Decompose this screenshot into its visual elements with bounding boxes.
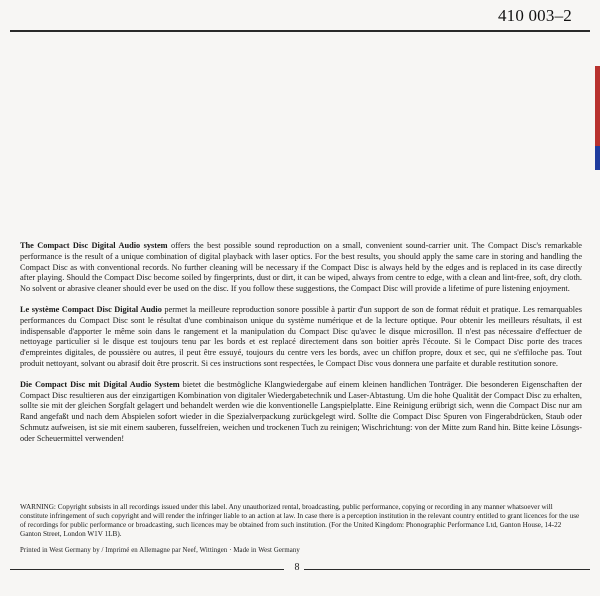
- footer-rule-left: [10, 569, 284, 570]
- footer-rule-right: [304, 569, 590, 570]
- paragraph-english-title: The Compact Disc Digital Audio system: [20, 241, 168, 250]
- paragraph-english: [20, 241, 582, 295]
- paragraph-french: [20, 305, 582, 370]
- printed-in-note: Printed in West Germany by / Imprimé en Allemagne par Neef, Wittingen · Made in West Germany: [20, 547, 300, 554]
- paragraph-french-title: Le système Compact Disc Digital Audio: [20, 304, 162, 314]
- header-rule: [10, 30, 590, 32]
- paragraph-english-text: offers the best possible sound reproduction on a small, convenient sound-carrier unit. The Compact Disc's remarkable performance is the result of a unique combination of digital playback with laser optics. For the best results, you should apply the same care in storing and handling the Compact Disc as with conventional records. No further cleaning will be necessary if the Compact Disc is always held by the edges and is replaced in its case directly after playing. Should the Compact Disc become soiled by fingerprints, dust or dirt, it can be wiped, always from centre to edge, with a clean and lint-free, soft, dry cloth. No solvent or abrasive cleaner should ever be used on the disc. If you follow these suggestions, the Compact Disc will provide a lifetime of pure listening enjoyment.: [20, 241, 582, 294]
- edge-color-strip-blue: [595, 146, 600, 170]
- paragraph-german: [20, 380, 582, 445]
- paragraph-german-text: bietet die bestmögliche Klangwiedergabe auf einem kleinen handlichen Tonträger. Die besonderen Eigenschaften der Compact Disc resultieren aus der einzigartigen Kombination von digitaler Wiedergabetechnik und Laser-Abtastung. Um die hohe Qualität der Compact Disc zu erhalten, sollte sie mit der gleichen Sorgfalt gelagert und behandelt werden wie die konventionelle Langspielplatte. Eine Reinigung erübrigt sich, wenn die Compact Disc nur am Rand angefaßt und nach dem Abspielen sofort wieder in die Spezialverpackung zurückgelegt wird. Sollte die Compact Disc Spuren von Fingerabdrücken, Staub oder Schmutz aufweisen, ist sie mit einem sauberen, fusselfreien, weichen und trockenen Tuch zu reinigen; Wischrichtung: von der Mitte zum Rand hin. Bitte keine Lösungs- oder Scheuermittel verwenden!: [20, 379, 582, 443]
- page-number-row: [10, 562, 590, 576]
- care-instructions: [20, 241, 582, 455]
- paragraph-german-title: Die Compact Disc mit Digital Audio System: [20, 379, 180, 389]
- catalog-number: 410 003–2: [497, 6, 572, 25]
- edge-color-strip-red: [595, 66, 600, 146]
- copyright-warning: WARNING: Copyright subsists in all recordings issued under this label. Any unauthorized rental, broadcasting, public performance, copying or recording in any manner whatsoever will constitute infringement of such copyright and will render the infringer liable to an action at law. In case there is a perception institution in the relevant country entitled to grant licences for the use of recordings for public performance or broadcasting, such licences may be obtained from such institution. (For the United Kingdom: Phonographic Performance Ltd, Ganton House, 14-22 Ganton Street, London W1V 1LB).: [20, 503, 580, 538]
- paragraph-french-text: permet la meilleure reproduction sonore possible à partir d'un support de son de format réduit et pratique. Les remarquables performances du Compact Disc sont le résultat d'une combinaison unique du système numérique et de la lecture optique. Pour obtenir les meilleurs résultats, il est indispensable d'apporter le même soin dans le rangement et la manipulation du Compact Disc qu'avec le disque microsillon. Il n'est pas nécessaire d'effectuer de nettoyage particulier si le disque est toujours tenu par les bords et est replacé directement dans son boitier après l'écoute. Si le Compact Disc porte des traces d'empreintes digitales, de poussière ou autres, il peut être essuyé, toujours du centre vers les bords, avec un chiffon propre, doux et sec, qui ne s'effiloche pas. Tout produit nettoyant, solvant ou abrasif doit être proscrit. Si ces instructions sont respectées, le Compact Disc vous donnera une parfaite et durable restitution sonore.: [20, 304, 582, 368]
- page-number: 8: [294, 562, 300, 573]
